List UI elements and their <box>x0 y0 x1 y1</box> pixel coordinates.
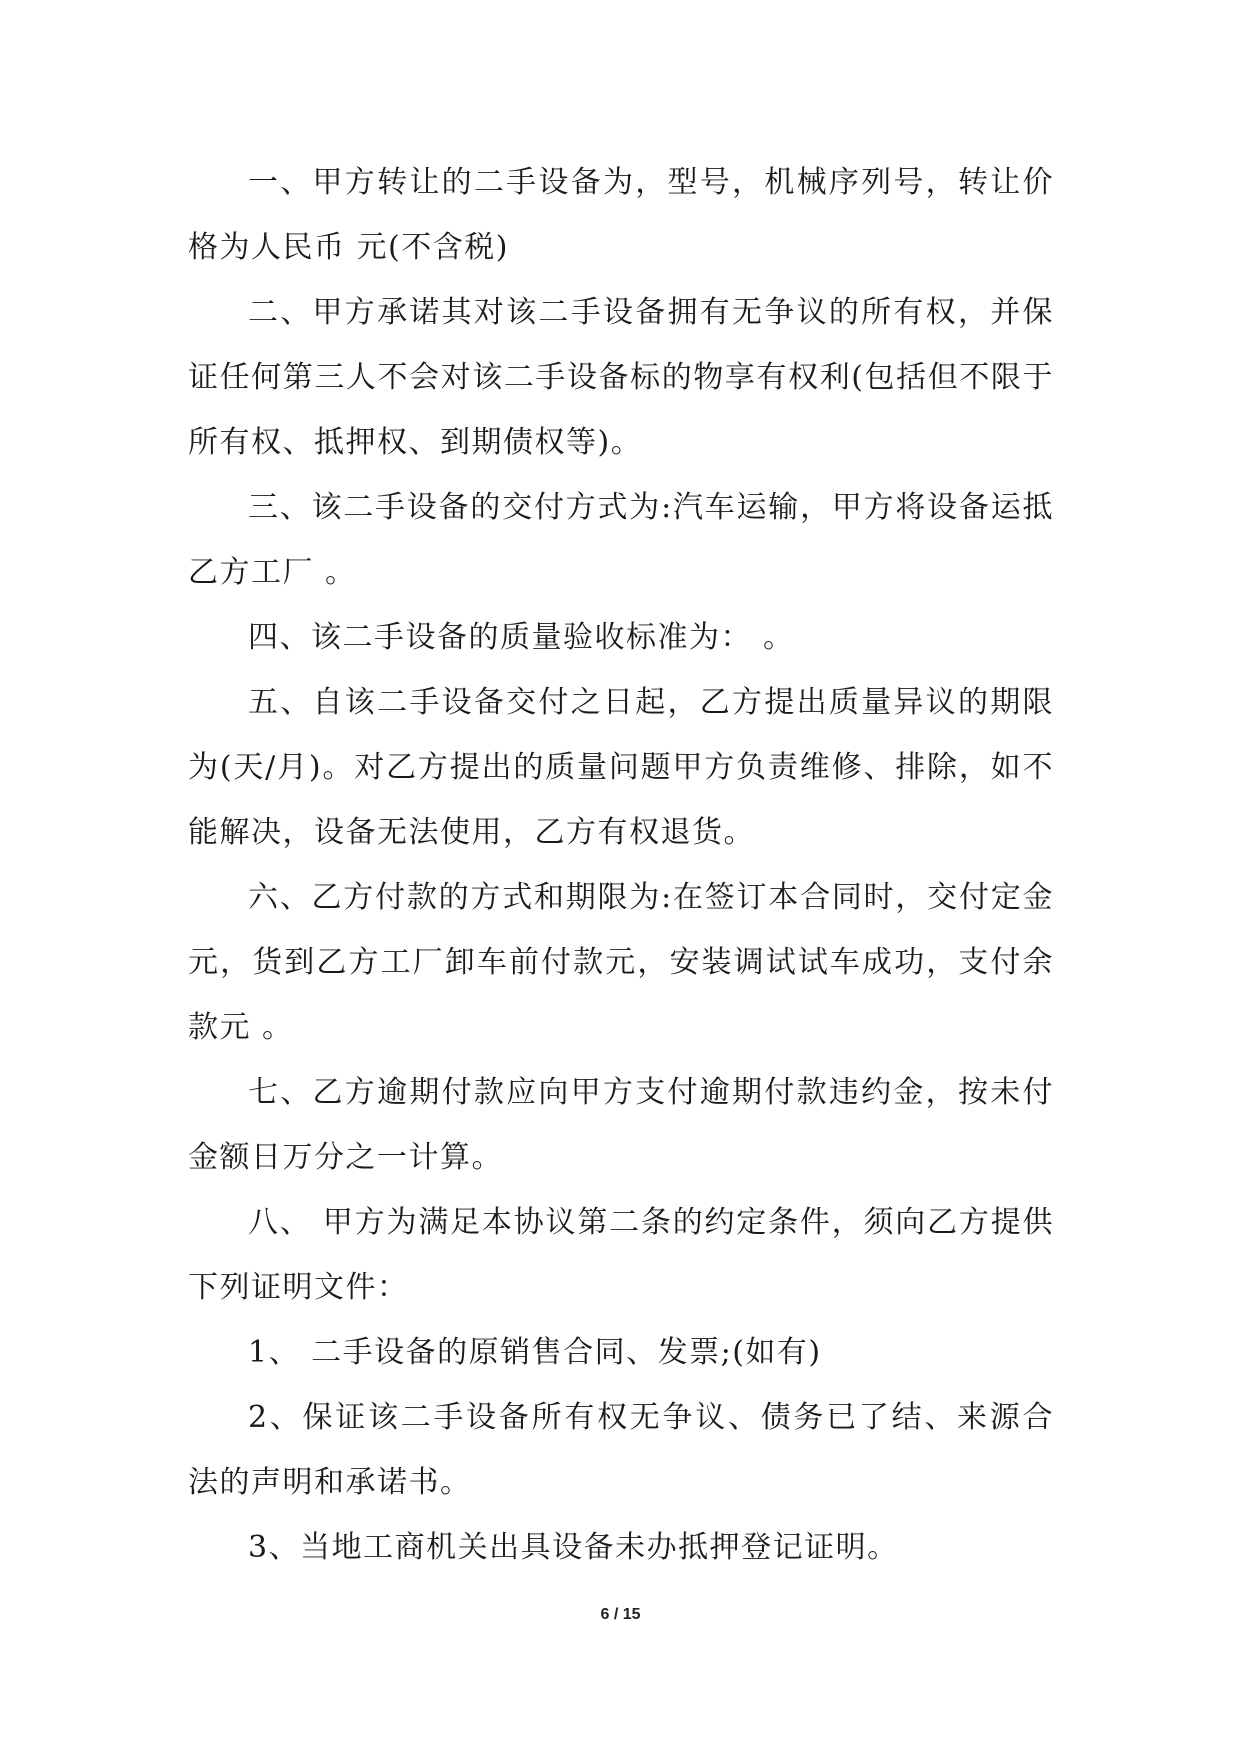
page-number: 6 / 15 <box>600 1606 641 1623</box>
clause-7-paragraph: 七、乙方逾期付款应向甲方支付逾期付款违约金，按未付金额日万分之一计算。 <box>188 1075 1054 1175</box>
clause-8-paragraph: 八、 甲方为满足本协议第二条的约定条件，须向乙方提供下列证明文件： <box>188 1205 1054 1305</box>
clause-4-paragraph: 四、该二手设备的质量验收标准为： 。 <box>248 620 795 655</box>
clause-2-paragraph: 二、甲方承诺其对该二手设备拥有无争议的所有权，并保证任何第三人不会对该二手设备标的物享有权利(包括但不限于所有权、抵押权、到期债权等)。 <box>188 295 1054 460</box>
list-item-3: 3、当地工商机关出具设备未办抵押登记证明。 <box>248 1530 899 1565</box>
clause-5-paragraph: 五、自该二手设备交付之日起，乙方提出质量异议的期限为(天/月)。对乙方提出的质量问题甲方负责维修、排除，如不能解决，设备无法使用，乙方有权退货。 <box>188 685 1054 850</box>
document-body <box>188 150 1054 1580</box>
clause-3-paragraph: 三、该二手设备的交付方式为:汽车运输，甲方将设备运抵乙方工厂 。 <box>188 490 1054 590</box>
clause-1-paragraph: 一、甲方转让的二手设备为，型号，机械序列号，转让价格为人民币 元(不含税) <box>188 165 1054 265</box>
list-item-1: 1、 二手设备的原销售合同、发票;(如有) <box>248 1335 822 1370</box>
clause-6-paragraph: 六、乙方付款的方式和期限为:在签订本合同时，交付定金元，货到乙方工厂卸车前付款元，安装调试试车成功，支付余款元 。 <box>188 880 1054 1045</box>
list-item-2: 2、保证该二手设备所有权无争议、债务已了结、来源合法的声明和承诺书。 <box>188 1400 1054 1500</box>
